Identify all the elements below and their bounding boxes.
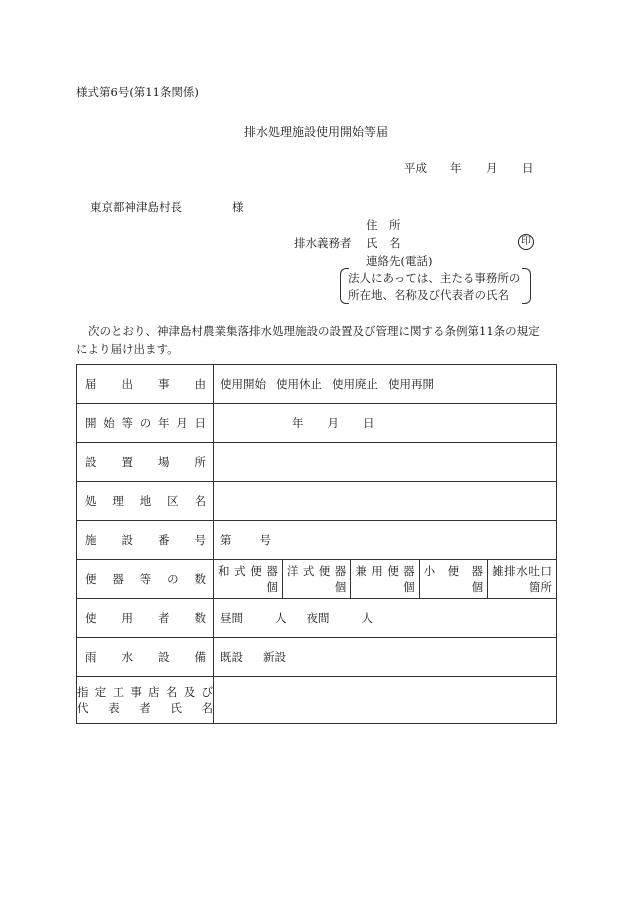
fixture-cell-1[interactable] bbox=[282, 560, 350, 598]
fixture-name: 雑 排 水 吐 口 bbox=[492, 564, 552, 578]
label-char: 水 bbox=[121, 650, 133, 664]
label-location bbox=[77, 454, 213, 470]
row-rainwater bbox=[77, 638, 557, 677]
fixture-cell-3[interactable] bbox=[419, 560, 487, 598]
label-char: 置 bbox=[121, 455, 133, 469]
address-label: 住 所 bbox=[366, 218, 401, 232]
addressee-honorific: 様 bbox=[232, 200, 244, 214]
label-char: 区 bbox=[167, 494, 179, 508]
form-number: 様式第6号(第11条関係) bbox=[76, 85, 199, 99]
option-abolish: 使用廃止 bbox=[332, 377, 378, 391]
label-char: 用 bbox=[121, 611, 133, 625]
row-district bbox=[77, 482, 557, 521]
date-day: 日 bbox=[522, 161, 534, 175]
row-start-date bbox=[77, 404, 557, 443]
contact-label: 連絡先(電話) bbox=[366, 254, 433, 268]
label-users bbox=[77, 610, 213, 626]
label-char: 数 bbox=[194, 572, 206, 586]
label-char: 開 bbox=[85, 416, 97, 430]
label-reason bbox=[77, 376, 213, 392]
option-start: 使用開始 bbox=[220, 377, 266, 391]
label-char: 名 bbox=[201, 701, 213, 715]
label-char: 及 bbox=[183, 685, 196, 699]
label-district bbox=[77, 493, 213, 509]
corp-note-line2: 所在地、名称及び代表者の氏名 bbox=[348, 288, 509, 302]
date-era: 平成 bbox=[404, 161, 427, 175]
users-day-unit: 人 bbox=[275, 611, 287, 625]
label-char: 事 bbox=[130, 685, 142, 699]
label-char: 工 bbox=[112, 685, 125, 699]
label-char: 備 bbox=[194, 650, 206, 664]
label-fixtures bbox=[77, 571, 213, 587]
label-char: 番 bbox=[158, 533, 170, 547]
fixture-unit: 個 bbox=[471, 580, 484, 594]
row-location bbox=[77, 443, 557, 482]
label-char: 始 bbox=[103, 416, 115, 430]
label-char: 氏 bbox=[170, 701, 182, 715]
label-char: 等 bbox=[139, 572, 152, 586]
start-month: 月 bbox=[327, 416, 339, 430]
bracket-right bbox=[522, 268, 531, 304]
label-char: 地 bbox=[139, 494, 152, 508]
fixture-cell-2[interactable] bbox=[351, 560, 419, 598]
label-char: の bbox=[167, 572, 179, 586]
label-contractor-line2 bbox=[77, 700, 213, 716]
label-char: 数 bbox=[194, 611, 206, 625]
application-table bbox=[76, 364, 557, 724]
label-char: 場 bbox=[158, 455, 170, 469]
fixture-cell-4[interactable] bbox=[488, 560, 556, 598]
label-char: 便 bbox=[85, 572, 97, 586]
label-char: 名 bbox=[165, 685, 178, 699]
label-char: 号 bbox=[194, 533, 206, 547]
label-char: 者 bbox=[139, 701, 151, 715]
label-char: 等 bbox=[121, 416, 133, 430]
name-label: 氏 名 bbox=[366, 236, 401, 250]
label-char: 者 bbox=[158, 611, 170, 625]
rainwater-field[interactable] bbox=[214, 638, 557, 677]
label-rainwater bbox=[77, 649, 213, 665]
fixture-unit: 個 bbox=[403, 580, 415, 594]
label-char: 使 bbox=[85, 611, 97, 625]
contractor-field[interactable] bbox=[214, 677, 557, 724]
label-char: 器 bbox=[112, 572, 124, 586]
users-day: 昼間 bbox=[220, 611, 243, 625]
facility-suffix: 号 bbox=[259, 533, 271, 547]
intro-line1: 次のとおり、神津島村農業集落排水処理施設の設置及び管理に関する条例第11条の規定 bbox=[88, 324, 540, 338]
start-date-field[interactable] bbox=[214, 404, 557, 443]
label-char: 施 bbox=[85, 533, 97, 547]
fixture-unit: 個 bbox=[334, 580, 347, 594]
label-char: 指 bbox=[77, 685, 89, 699]
label-char: 代 bbox=[77, 701, 89, 715]
fixture-cell-0[interactable] bbox=[214, 560, 282, 598]
label-char: 処 bbox=[85, 494, 97, 508]
label-char: 設 bbox=[121, 533, 133, 547]
applicant-role-label: 排水義務者 bbox=[294, 236, 352, 250]
date-year: 年 bbox=[450, 161, 462, 175]
label-char: 定 bbox=[94, 685, 107, 699]
fixture-name: 小 便 器 bbox=[423, 564, 484, 578]
form-title: 排水処理施設使用開始等届 bbox=[244, 125, 389, 139]
row-fixtures bbox=[77, 560, 557, 599]
fixture-unit: 個 bbox=[266, 580, 278, 594]
label-char: 由 bbox=[194, 377, 206, 391]
fixture-name: 和 式 便 器 bbox=[218, 564, 278, 578]
row-contractor bbox=[77, 677, 557, 724]
label-start-date bbox=[77, 415, 213, 431]
label-char: 表 bbox=[108, 701, 120, 715]
label-char: 届 bbox=[85, 377, 97, 391]
district-field[interactable] bbox=[214, 482, 557, 521]
users-night-unit: 人 bbox=[361, 611, 373, 625]
option-suspend: 使用休止 bbox=[276, 377, 322, 391]
reason-options[interactable] bbox=[214, 365, 557, 404]
row-users bbox=[77, 599, 557, 638]
location-field[interactable] bbox=[214, 443, 557, 482]
label-char: 月 bbox=[176, 416, 188, 430]
rainwater-new: 新設 bbox=[263, 650, 286, 664]
label-char: 年 bbox=[158, 416, 170, 430]
label-char: の bbox=[139, 416, 152, 430]
label-char: 事 bbox=[158, 377, 170, 391]
start-year: 年 bbox=[292, 416, 304, 430]
fixture-unit: 箇所 bbox=[529, 580, 552, 594]
label-char: 理 bbox=[112, 494, 124, 508]
seal-mark: 印 bbox=[518, 234, 534, 250]
start-day: 日 bbox=[363, 416, 375, 430]
addressee-name: 東京都神津島村長 bbox=[90, 200, 182, 214]
rainwater-existing: 既設 bbox=[220, 650, 243, 664]
label-char: 所 bbox=[194, 455, 206, 469]
corp-note-line1: 法人にあっては、主たる事務所の bbox=[348, 271, 521, 285]
facility-prefix: 第 bbox=[220, 533, 232, 547]
label-contractor-line1 bbox=[77, 684, 213, 700]
facility-no-field[interactable] bbox=[214, 521, 557, 560]
label-char: 設 bbox=[85, 455, 97, 469]
label-char: び bbox=[201, 685, 213, 699]
option-resume: 使用再開 bbox=[388, 377, 434, 391]
date-month: 月 bbox=[486, 161, 498, 175]
label-char: 日 bbox=[194, 416, 206, 430]
label-char: 店 bbox=[148, 685, 160, 699]
label-char: 出 bbox=[121, 377, 133, 391]
label-char: 名 bbox=[194, 494, 206, 508]
users-night: 夜間 bbox=[306, 611, 330, 625]
fixtures-subtable bbox=[214, 560, 556, 598]
label-char: 設 bbox=[158, 650, 170, 664]
users-field[interactable] bbox=[214, 599, 557, 638]
fixture-name: 兼 用 便 器 bbox=[355, 564, 415, 578]
row-reason bbox=[77, 365, 557, 404]
intro-line2: により届け出ます。 bbox=[76, 342, 179, 356]
label-facility-no bbox=[77, 532, 213, 548]
label-char: 雨 bbox=[85, 650, 97, 664]
row-facility-no bbox=[77, 521, 557, 560]
fixture-name: 洋 式 便 器 bbox=[286, 564, 347, 578]
